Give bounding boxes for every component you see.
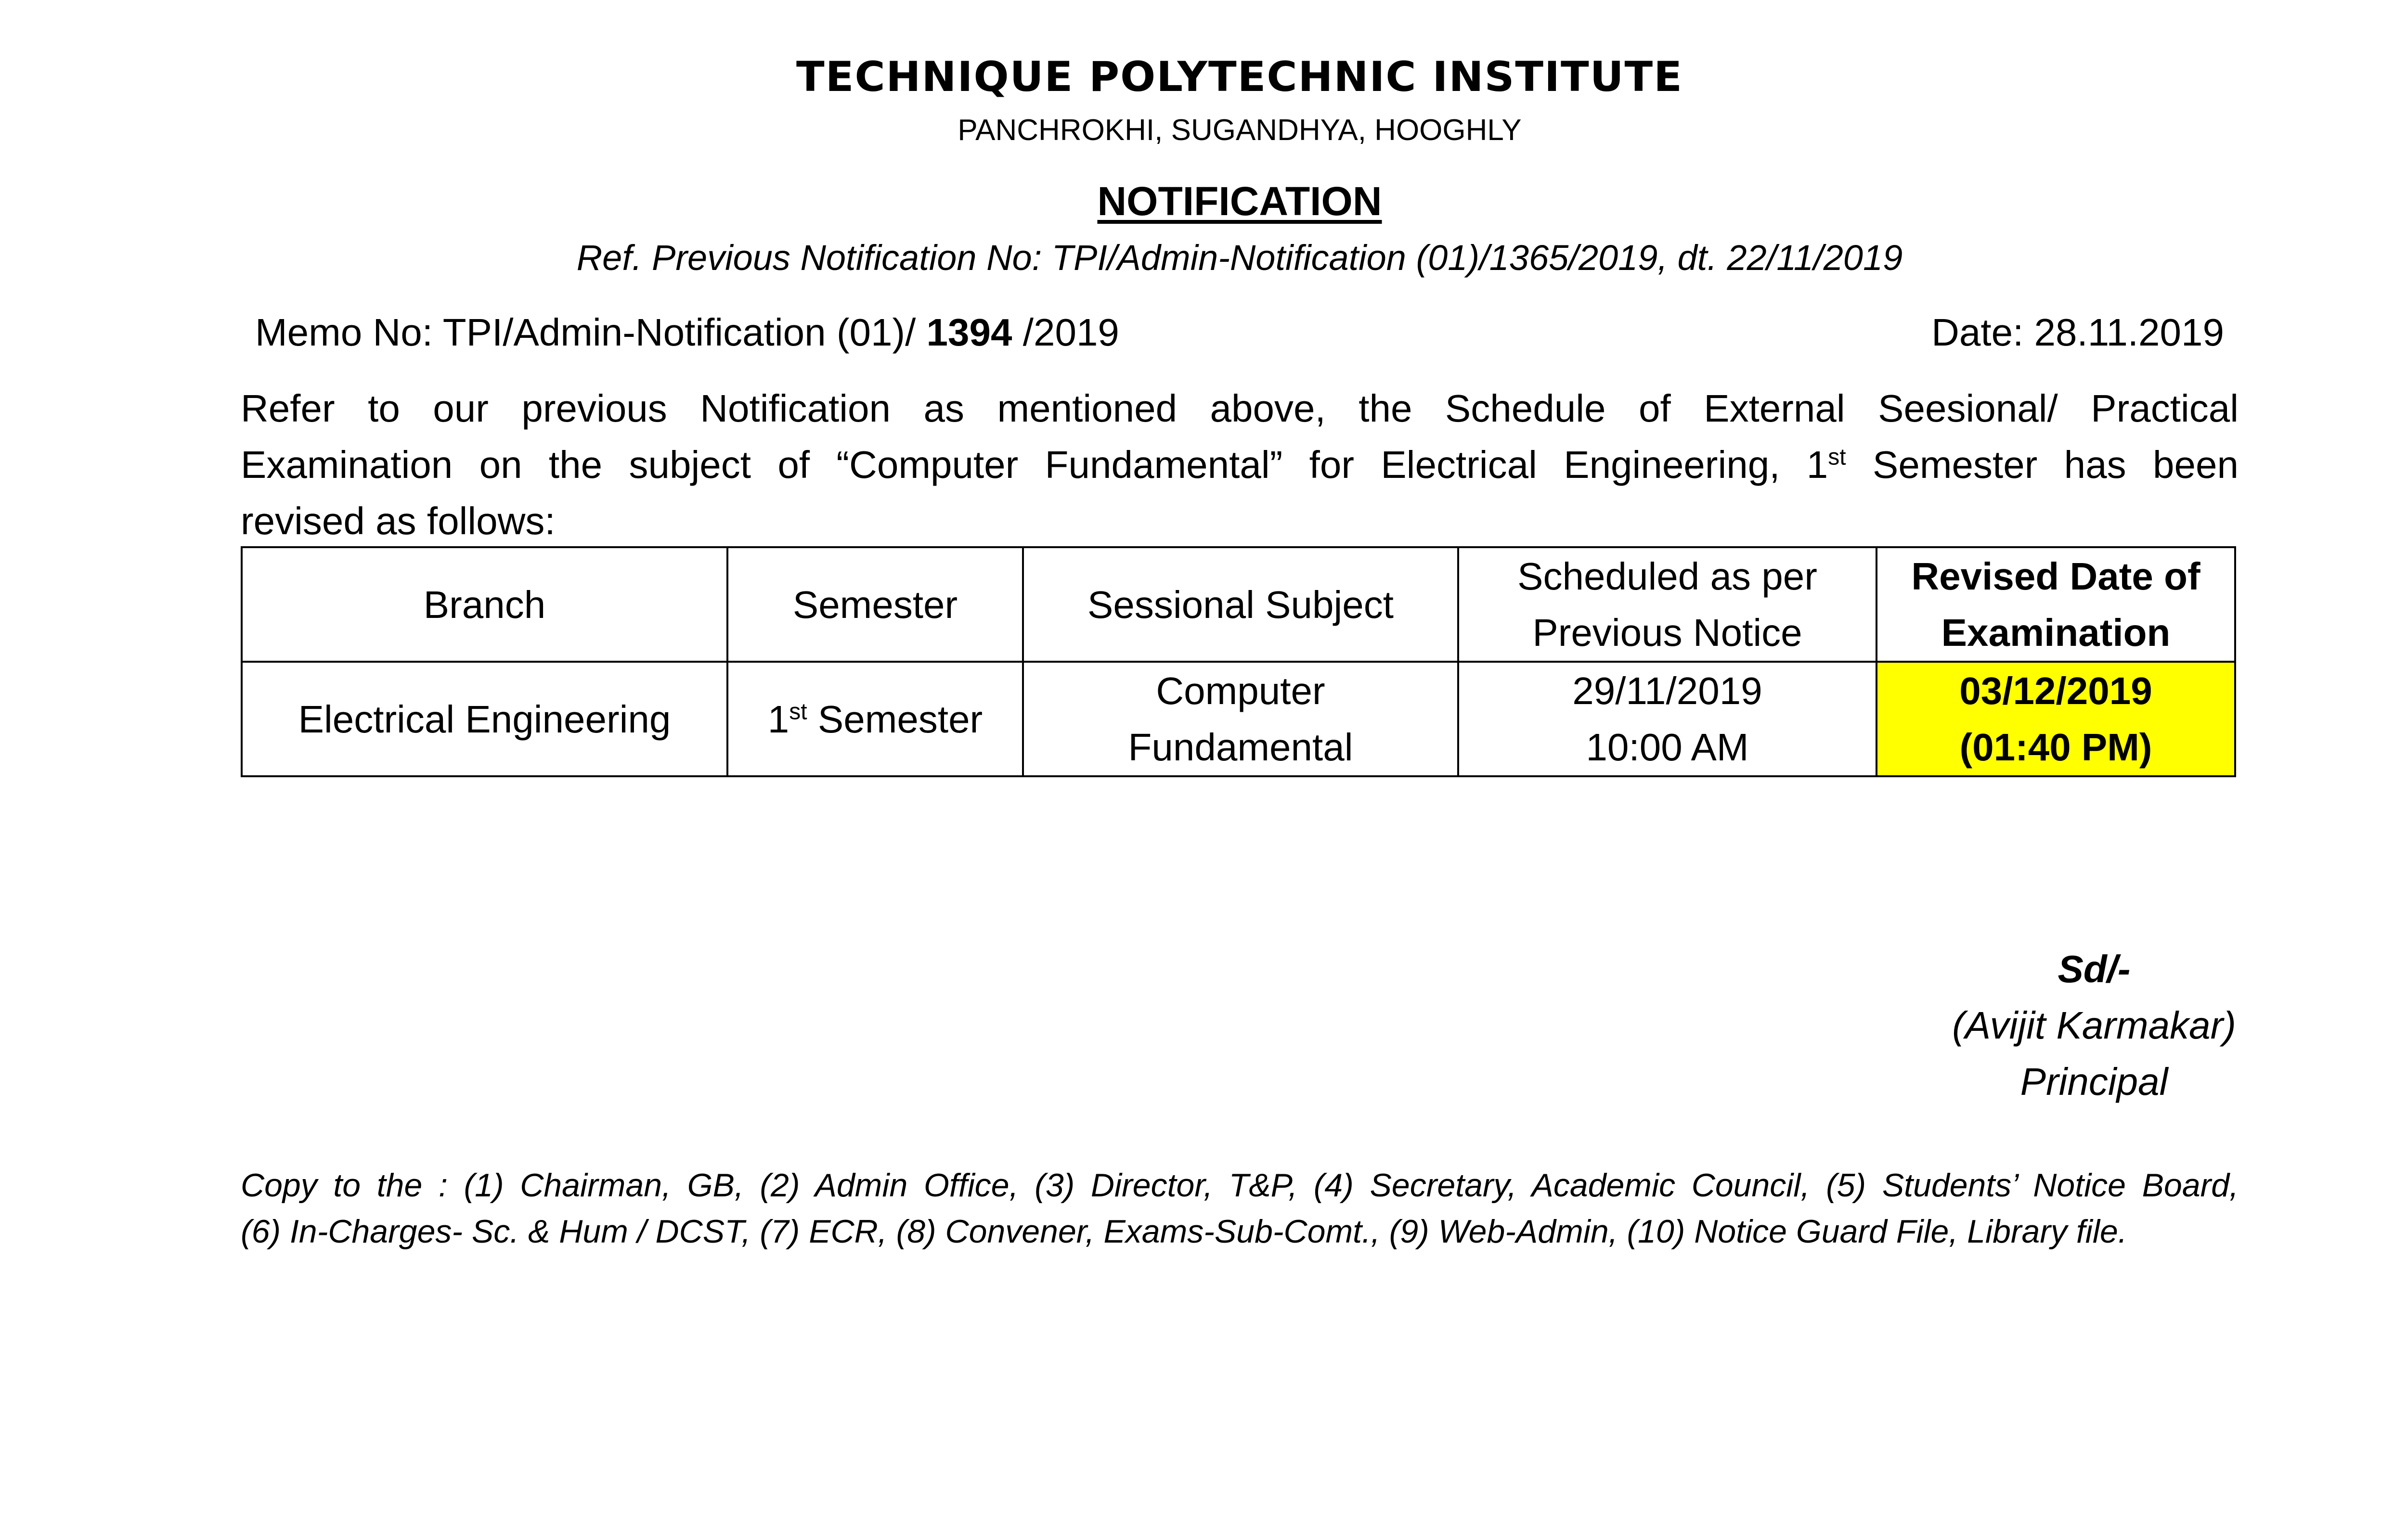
cell-branch: Electrical Engineering [242,662,727,776]
cell-revised-time: (01:40 PM) [1959,726,2152,769]
reference-line: Ref. Previous Notification No: TPI/Admin-Notification (01)/1365/2019, dt. 22/11/2019 [576,238,1903,278]
body-line-2-post: Semester has been [1846,443,2239,486]
notice-body [241,380,2239,549]
table-header-row [242,547,2235,662]
schedule-table [241,546,2236,777]
memo-number [255,310,1119,355]
header-scheduled-1: Scheduled as per [1517,555,1817,598]
body-line-2-sup: st [1828,444,1846,470]
cell-scheduled [1458,662,1876,776]
notice-page [241,0,2239,1540]
header-revised-1: Revised Date of [1911,555,2200,598]
cell-revised [1876,662,2235,776]
header-scheduled-2: Previous Notice [1532,611,1802,654]
signature-block [1877,941,2311,1110]
header-revised [1876,547,2235,662]
body-line-2-pre: Examination on the subject of “Computer Fundamental” for Electrical Engineering, 1 [241,443,1828,486]
header-revised-2: Examination [1941,611,2171,654]
memo-date: Date: 28.11.2019 [1931,311,2224,354]
cell-subject-2: Fundamental [1128,726,1353,769]
copy-line-1: Copy to the : (1) Chairman, GB, (2) Admin Office, (3) Director, T&P, (4) Secretary, Academic Council, (5) Students’ Notice Board, [241,1167,2239,1204]
cell-revised-date: 03/12/2019 [1959,669,2152,712]
cell-subject [1023,662,1458,776]
cell-scheduled-time: 10:00 AM [1586,726,1749,769]
memo-serial: 1394 [926,311,1012,354]
institute-address: PANCHROKHI, SUGANDHYA, HOOGHLY [958,114,1522,147]
signatory-designation: Principal [2020,1060,2168,1103]
memo-prefix: Memo No: TPI/Admin-Notification (01)/ [255,311,927,354]
cell-subject-1: Computer [1156,669,1325,712]
header-subject: Sessional Subject [1023,547,1458,662]
notice-title [241,178,2239,225]
copy-line-2: (6) In-Charges- Sc. & Hum / DCST, (7) ECR, (8) Convener, Exams-Sub-Comt., (9) Web-Admin, (10) Notice Guard File, Library file. [241,1213,2127,1250]
body-line-2 [241,436,2239,493]
cell-semester [727,662,1023,776]
institute-name: TECHNIQUE POLYTECHNIC INSTITUTE [796,53,1683,101]
cell-semester-num: 1 [767,697,789,741]
body-line-1: Refer to our previous Notification as mentioned above, the Schedule of External Seesional/ Practical [241,387,2239,430]
header-branch: Branch [242,547,727,662]
body-line-3: revised as follows: [241,500,556,542]
notice-title-text: NOTIFICATION [1097,179,1382,224]
cell-semester-text: Semester [807,697,983,741]
signature-sd: Sd/- [2058,948,2131,990]
cell-semester-sup: st [789,698,807,724]
signatory-name: (Avijit Karmakar) [1952,1004,2236,1047]
memo-suffix: /2019 [1012,311,1119,354]
header-scheduled [1458,547,1876,662]
cell-scheduled-date: 29/11/2019 [1572,669,1762,712]
header-semester: Semester [727,547,1023,662]
copy-to-list [241,1162,2239,1255]
table-row [242,662,2235,776]
